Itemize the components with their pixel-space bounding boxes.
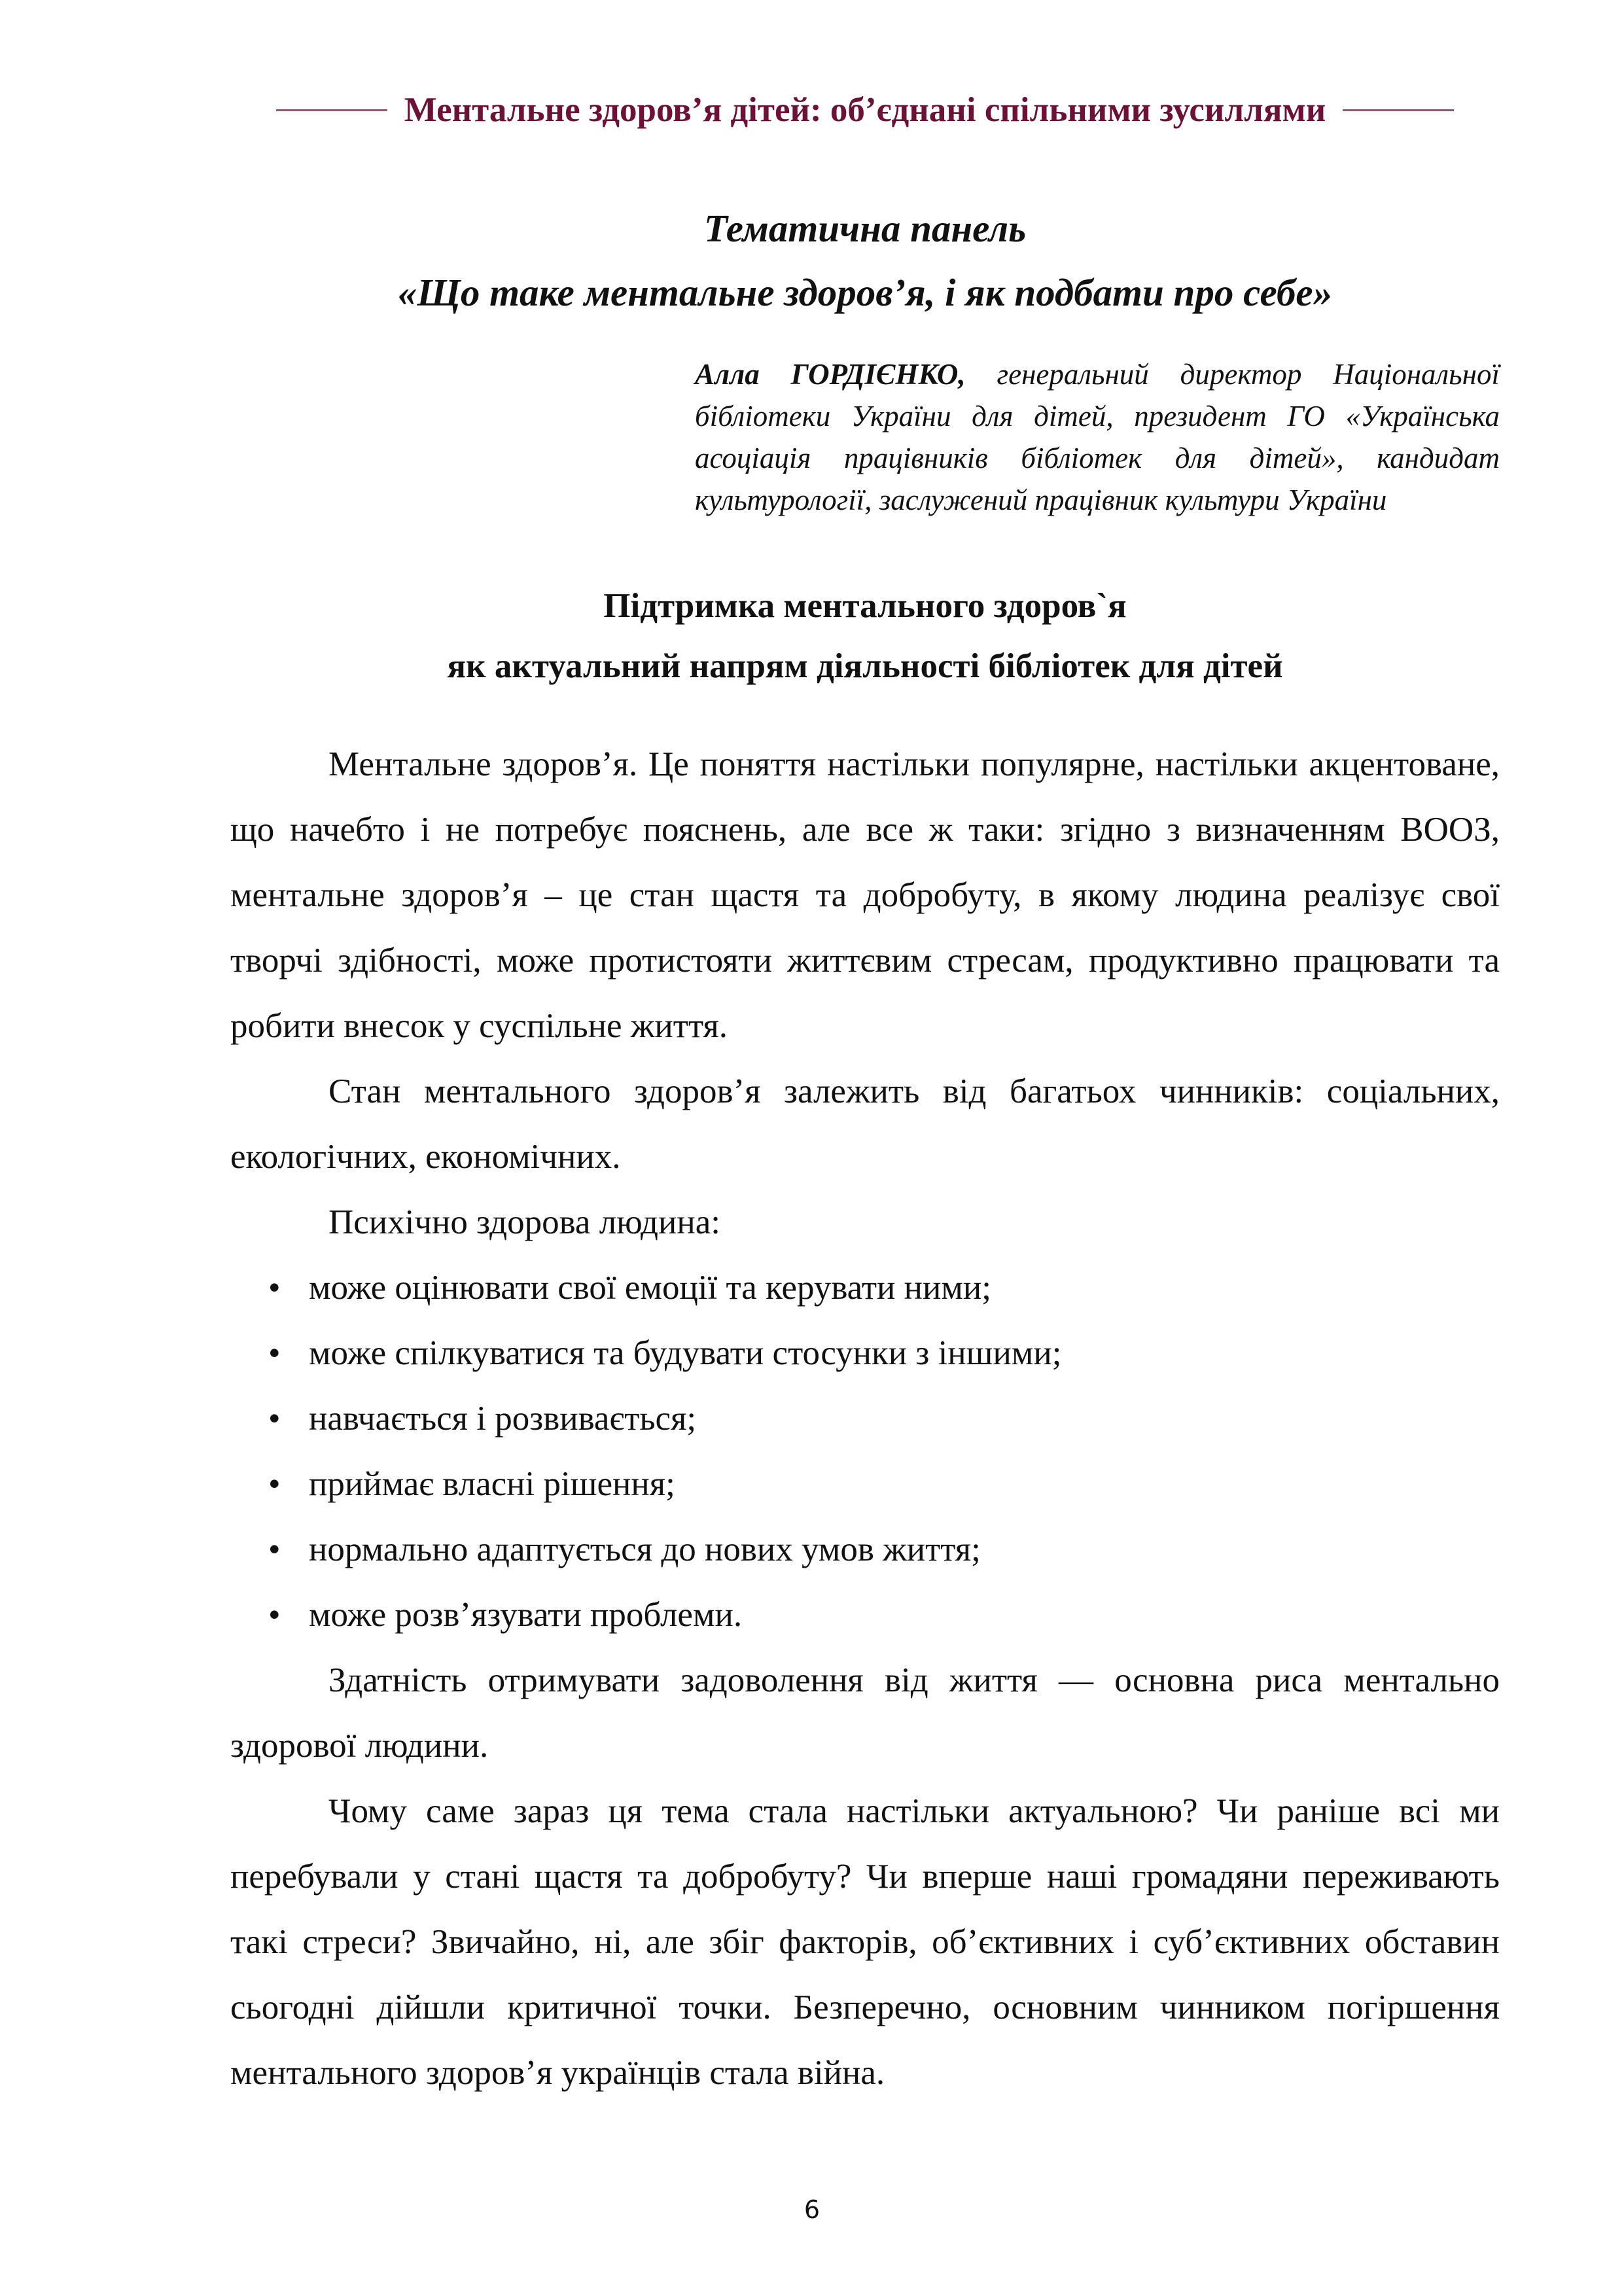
- traits-list: [230, 1255, 1500, 1648]
- paragraph-definition: Ментальне здоров’я. Це поняття настільки популярне, настільки акцентоване, що начебто і не потребує пояснень, але все ж таки: згідно з визначенням ВООЗ, ментальне здоров’я – це стан щастя та добробуту, в якому людина реалізує свої творчі здібності, може протистояти життєвим стресам, продуктивно працювати та робити внесок у суспільне життя.: [230, 745, 1500, 1045]
- header-rule-right: [1343, 109, 1454, 111]
- paragraph-key-trait: Здатність отримувати задоволення від життя — основна риса ментально здорової людини.: [230, 1661, 1500, 1765]
- paragraph-why-now: Чому саме зараз ця тема стала настільки актуальною? Чи раніше всі ми перебували у стані щастя та добробуту? Чи вперше наші громадяни переживають такі стреси? Звичайно, ні, але збіг факторів, об’єктивних і суб’єктивних обставин сьогодні дійшли критичної точки. Безперечно, основним чинником погіршення ментального здоров’я українців стала війна.: [230, 1792, 1500, 2092]
- list-item: [230, 1386, 1500, 1451]
- list-item-text: приймає власні рішення;: [309, 1465, 675, 1503]
- list-item: [230, 1320, 1500, 1386]
- panel-title: [230, 196, 1500, 325]
- author-description: генеральний директор Національної бібліотеки України для дітей, президент ГО «Українська асоціація працівників бібліотек для дітей», кандидат культурології, заслужений працівник культури України: [695, 358, 1500, 516]
- paragraph-factors: Стан ментального здоров’я залежить від багатьох чинників: соціальних, екологічних, економічних.: [230, 1072, 1500, 1176]
- list-item-text: нормально адаптується до нових умов життя;: [309, 1530, 981, 1568]
- list-item: [230, 1582, 1500, 1648]
- author-block: [695, 353, 1500, 521]
- list-item-text: може розв’язувати проблеми.: [309, 1596, 743, 1634]
- page-number: 6: [803, 2195, 821, 2224]
- bullet-icon: •: [268, 1269, 281, 1307]
- paragraph-list-intro: Психічно здорова людина:: [328, 1203, 720, 1241]
- section-heading: [230, 576, 1500, 696]
- panel-title-line-1: Тематична панель: [703, 207, 1027, 250]
- bullet-icon: •: [268, 1530, 281, 1568]
- bullet-icon: •: [268, 1465, 281, 1503]
- bullet-icon: •: [268, 1400, 281, 1438]
- list-item: [230, 1517, 1500, 1582]
- list-item-text: може спілкуватися та будувати стосунки з іншими;: [309, 1334, 1062, 1372]
- bullet-icon: •: [268, 1596, 281, 1634]
- section-heading-line-2: як актуальний напрям діяльності бібліотек для дітей: [447, 647, 1283, 685]
- bullet-icon: •: [268, 1334, 281, 1372]
- body-text: [230, 732, 1500, 2106]
- list-item: [230, 1451, 1500, 1517]
- list-item-text: може оцінювати свої емоції та керувати ними;: [309, 1269, 991, 1307]
- author-name: Алла ГОРДІЄНКО,: [695, 358, 966, 391]
- running-header: [230, 84, 1500, 136]
- section-heading-line-1: Підтримка ментального здоров`я: [603, 587, 1127, 625]
- header-rule-left: [276, 109, 387, 111]
- panel-title-line-2: «Що таке ментальне здоров’я, і як подбати про себе»: [397, 271, 1333, 314]
- running-header-title: Ментальне здоров’я дітей: об’єднані спільними зусиллями: [404, 91, 1326, 129]
- list-item-text: навчається і розвивається;: [309, 1400, 697, 1438]
- list-item: [230, 1255, 1500, 1320]
